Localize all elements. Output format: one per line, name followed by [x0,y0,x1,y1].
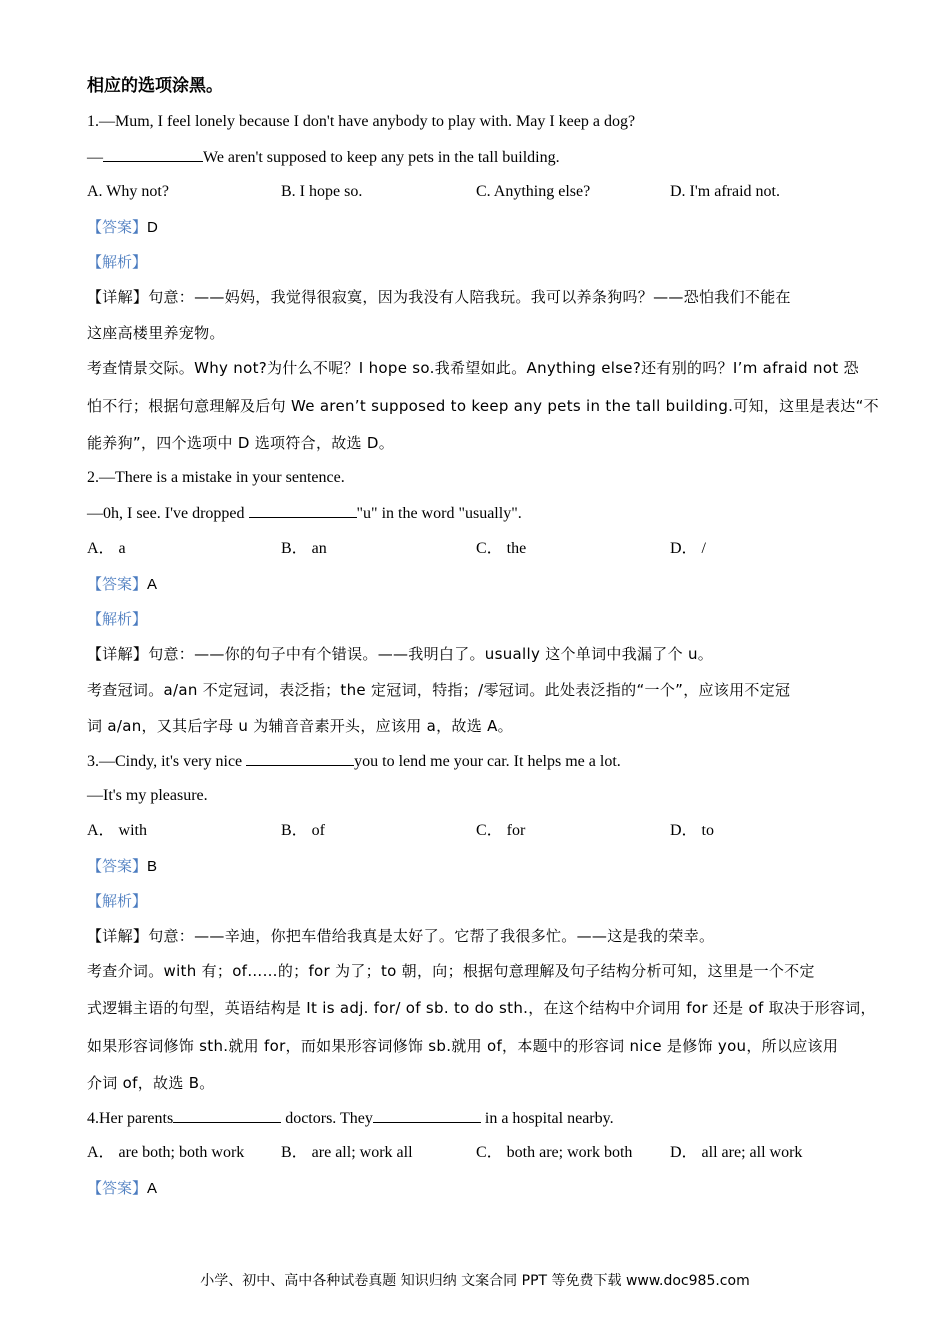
q2-stem-line-1: 2.—There is a mistake in your sentence. [87,469,345,486]
detail-label: 【详解】 [87,645,149,663]
q3-detail-line-5: 介词 of，故选 B。 [87,1074,215,1092]
q1-option-b: B. I hope so. [281,183,363,200]
q1-detail-line-2: 这座高楼里养宠物。 [87,324,225,342]
q4-stem-mid: doctors. They [281,1110,373,1127]
q3-stem-rest: you to lend me your car. It helps me a lot. [354,753,621,770]
q3-detail-text-1: 句意：——辛迪，你把车借给我真是太好了。它帮了我很多忙。——这是我的荣幸。 [148,927,715,945]
q2-detail-line-2: 考查冠词。a/an 不定冠词，表泛指；the 定冠词，特指；/零冠词。此处表泛指的“一个”，应该用不定冠 [87,681,791,699]
q3-blank [246,751,354,766]
q3-detail-line-2: 考查介词。with 有；of……的；for 为了；to 朝，向；根据句意理解及句子结构分析可知，这里是一个不定 [87,962,815,980]
q3-answer: B [147,858,158,875]
q3-answer-line [87,856,890,877]
q3-detail-line-4: 如果形容词修饰 sth.就用 for，而如果形容词修饰 sb.就用 of，本题中的形容词 nice 是修饰 you，所以应该用 [87,1037,839,1055]
answer-label: 【答案】 [87,575,148,593]
q2-blank [249,503,357,518]
q4-option-d: D． all are; all work [670,1144,803,1161]
q4-blank-2 [373,1108,481,1123]
q1-blank [103,147,203,162]
q1-detail-text-1: 句意：——妈妈，我觉得很寂寞，因为我没有人陪我玩。我可以养条狗吗？——恐怕我们不能在 [148,288,791,306]
q1-option-c: C. Anything else? [476,183,591,200]
q1-answer-line [87,217,890,238]
analysis-label: 【解析】 [87,892,148,910]
q4-stem-end: in a hospital nearby. [480,1110,614,1127]
detail-label: 【详解】 [87,288,149,306]
q1-stem-rest: We aren't supposed to keep any pets in the tall building. [203,149,560,166]
section-heading: 相应的选项涂黑。 [87,76,223,96]
q3-detail-line-3: 式逻辑主语的句型，英语结构是 It is adj. for/ of sb. to do sth.，在这个结构中介词用 for 还是 of 取决于形容词， [87,999,876,1017]
q3-stem-line-2: —It's my pleasure. [87,787,208,804]
q1-answer: D [147,219,158,236]
q2-answer-line [87,574,890,595]
q3-detail-line-1 [87,926,890,946]
q4-answer: A [147,1180,158,1197]
q2-stem-rest: "u" in the word "usually". [356,505,522,522]
q1-detail-line-4: 怕不行；根据句意理解及后句 We aren’t supposed to keep any pets in the tall building.可知，这里是表达“不 [87,397,879,415]
analysis-label: 【解析】 [87,610,148,628]
q3-option-c: C． for [476,822,526,839]
q3-stem-start: 3.—Cindy, it's very nice [87,753,247,770]
q1-option-d: D. I'm afraid not. [670,183,780,200]
q2-option-d: D． / [670,540,707,557]
q2-option-b: B． an [281,540,327,557]
q4-option-c: C． both are; work both [476,1144,633,1161]
q2-analysis-line [87,609,890,630]
answer-label: 【答案】 [87,857,148,875]
q1-detail-line-5: 能养狗”，四个选项中 D 选项符合，故选 D。 [87,434,395,452]
q1-analysis-line [87,252,890,273]
q4-blank-1 [173,1108,281,1123]
page-footer: 小学、初中、高中各种试卷真题 知识归纳 文案合同 PPT 等免费下载 www.doc985.com [200,1273,750,1289]
q2-option-a: A． a [87,540,126,557]
q4-answer-line [87,1178,890,1199]
q1-detail-line-3: 考查情景交际。Why not?为什么不呢？I hope so.我希望如此。Anything else?还有别的吗？I’m afraid not 恐 [87,359,859,377]
q4-stem-start: 4.Her parents [87,1110,174,1127]
q1-dash: — [87,149,103,166]
analysis-label: 【解析】 [87,253,148,271]
q1-stem-line-2 [87,147,890,168]
answer-label: 【答案】 [87,1179,148,1197]
q3-option-a: A． with [87,822,148,839]
q4-option-a: A． are both; both work [87,1144,245,1161]
q1-option-a: A. Why not? [87,183,169,200]
q2-detail-text-1: 句意：——你的句子中有个错误。——我明白了。usually 这个单词中我漏了个 u。 [148,645,714,663]
q2-detail-line-1 [87,644,890,664]
q3-analysis-line [87,891,890,912]
answer-label: 【答案】 [87,218,148,236]
q2-stem-line-2 [87,503,890,524]
q2-answer: A [147,576,158,593]
q4-stem [87,1108,890,1129]
q4-option-b: B． are all; work all [281,1144,413,1161]
q2-stem-start: —0h, I see. I've dropped [87,505,249,522]
q3-option-b: B． of [281,822,326,839]
q2-detail-line-3: 词 a/an，又其后字母 u 为辅音音素开头，应该用 a，故选 A。 [87,717,513,735]
q1-detail-line-1 [87,287,890,307]
q3-stem-line-1 [87,751,890,772]
q1-stem-line-1: 1.—Mum, I feel lonely because I don't have anybody to play with. May I keep a dog? [87,113,636,130]
q2-option-c: C． the [476,540,527,557]
q3-option-d: D． to [670,822,715,839]
detail-label: 【详解】 [87,927,149,945]
